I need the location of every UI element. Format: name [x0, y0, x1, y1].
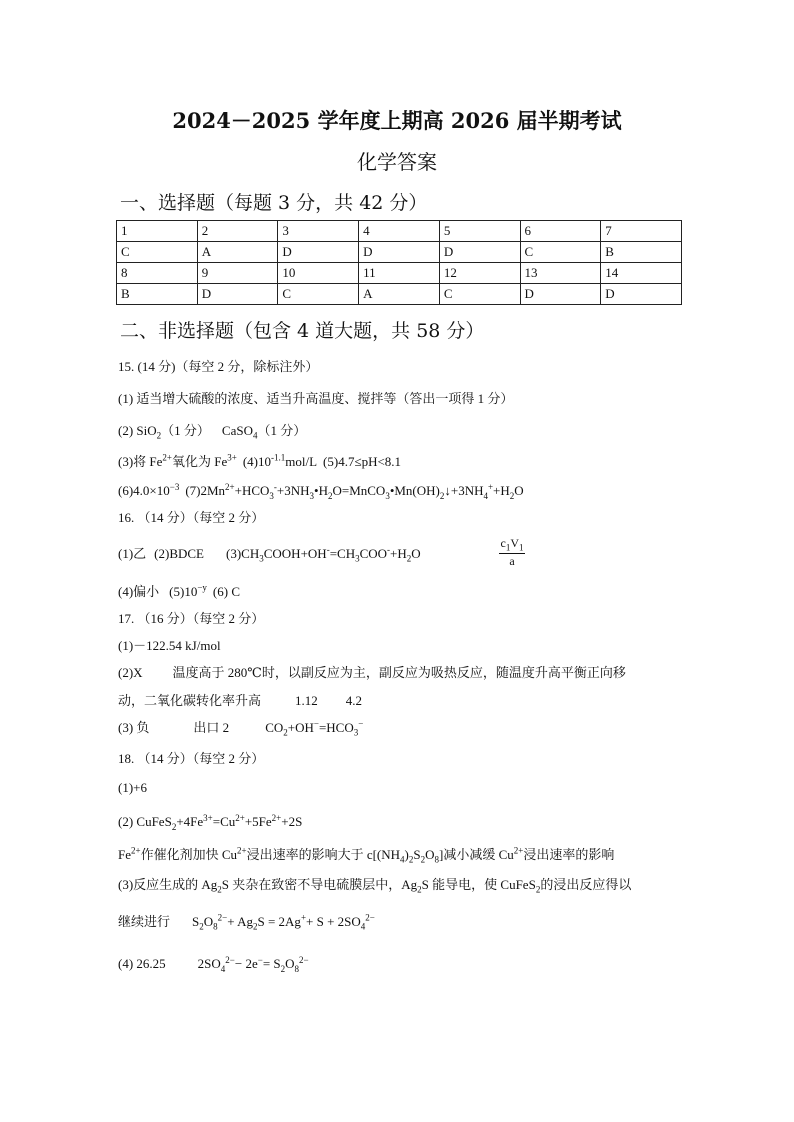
- text: (4) 26.25: [118, 956, 166, 972]
- page-subtitle: 化学答案: [357, 150, 437, 174]
- text: (4)10: [242, 454, 272, 469]
- sub: 2: [156, 430, 162, 441]
- text: S = 2Ag: [257, 914, 301, 929]
- sup: -: [326, 544, 330, 555]
- q17-answer-2-cont: [118, 690, 362, 709]
- answer-table: [116, 220, 682, 305]
- sub: 2: [199, 921, 204, 932]
- text: S: [192, 914, 200, 929]
- question-number-cell: 10: [278, 263, 359, 284]
- text: •Mn(OH): [389, 483, 440, 499]
- text: +4Fe: [176, 814, 204, 830]
- text: 作催化剂加快 Cu: [140, 847, 237, 862]
- question-number-cell: 8: [117, 263, 198, 284]
- q15-header: 15. (14 分)（每空 2 分，除标注外）: [118, 359, 319, 374]
- text: (5)4.7≤pH<8.1: [323, 454, 402, 469]
- sub: 2: [406, 553, 412, 564]
- question-number-cell: 2: [197, 221, 278, 242]
- sub: 2: [283, 727, 288, 738]
- text: ↓+3NH: [444, 483, 484, 499]
- sub: 2: [327, 490, 333, 501]
- answer-cell: B: [601, 242, 682, 263]
- sub: 3: [309, 490, 315, 501]
- sub: 4: [400, 854, 405, 865]
- text: +HCO: [234, 483, 270, 499]
- answer-cell: B: [117, 284, 198, 305]
- text: (4)偏小: [118, 584, 160, 599]
- question-number-cell: 9: [197, 263, 278, 284]
- text: +OH: [287, 720, 314, 735]
- q18-answer-3: [118, 874, 631, 895]
- text: +5Fe: [244, 814, 272, 830]
- text: +2S: [281, 814, 303, 830]
- sub: 1: [519, 542, 524, 553]
- text: =CH: [329, 546, 356, 561]
- text: （1 分）: [257, 423, 307, 438]
- answer-cell: C: [117, 242, 198, 263]
- text: (6)4.0×10: [118, 483, 170, 499]
- text: = S: [262, 956, 281, 972]
- sub: 1: [505, 542, 511, 553]
- text: (3) 负: [118, 720, 150, 735]
- sup: 2+: [235, 813, 245, 823]
- text: (1)乙: [118, 546, 147, 561]
- answer-cell: C: [520, 242, 601, 263]
- sub: 2: [417, 884, 422, 895]
- text: 氧化为 Fe: [172, 454, 228, 469]
- text: COOH+OH: [263, 546, 327, 561]
- text: COO: [359, 546, 388, 561]
- q18-answer-1: (1)+6: [118, 780, 147, 795]
- text: (3)将 Fe: [118, 454, 163, 469]
- text: (7)2Mn: [185, 483, 226, 499]
- question-number-row: [117, 263, 682, 284]
- sup: −: [313, 718, 319, 729]
- text: O: [203, 914, 214, 929]
- text: +H: [390, 546, 407, 561]
- answer-cell: D: [439, 242, 520, 263]
- text: (2) CuFeS: [118, 814, 172, 830]
- text: c: [500, 536, 506, 550]
- text: (2)X: [118, 665, 143, 680]
- q17-answer-2: [118, 662, 626, 681]
- text: (6) C: [212, 584, 241, 599]
- sup: +: [487, 482, 494, 492]
- text: CaSO: [221, 423, 253, 438]
- sub: 2: [217, 884, 222, 895]
- sup: −y: [197, 582, 207, 593]
- text: （1 分）: [161, 423, 210, 438]
- text: (3)CH: [226, 546, 260, 561]
- text: 浸出速率的影响大于 c[(NH: [246, 847, 401, 862]
- section-2-heading: 二、非选择题（包含 4 道大题，共 58 分）: [120, 320, 485, 342]
- answer-cell: D: [278, 242, 359, 263]
- sub: 2: [408, 854, 414, 865]
- sup: −: [257, 955, 263, 965]
- sup: 2+: [237, 845, 247, 856]
- sup: +: [300, 912, 307, 923]
- question-number-cell: 11: [359, 263, 440, 284]
- answer-cell: D: [520, 284, 601, 305]
- q18-answer-3-equation: [118, 911, 375, 932]
- question-number-cell: 14: [601, 263, 682, 284]
- sup: 2−: [217, 912, 228, 923]
- text: O: [411, 546, 421, 561]
- sub: 2: [439, 490, 445, 501]
- sup: 2+: [271, 813, 282, 823]
- sup: -1.1: [271, 452, 286, 463]
- text: V: [510, 536, 519, 550]
- sup: 2+: [513, 845, 524, 856]
- sub: 3: [259, 553, 264, 564]
- q15-answer-2: [118, 420, 306, 441]
- answer-row: [117, 284, 682, 305]
- sup: 2+: [162, 452, 172, 463]
- text: (3)反应生成的 Ag: [118, 877, 218, 892]
- question-number-row: [117, 221, 682, 242]
- text: O: [425, 847, 435, 862]
- question-number-cell: 3: [278, 221, 359, 242]
- sub: 2: [509, 490, 515, 501]
- sup: 2+: [225, 482, 235, 492]
- sub: 3: [355, 553, 360, 564]
- text: S 能导电，使 CuFeS: [421, 877, 536, 892]
- sub: 8: [294, 963, 300, 974]
- q15-answer-1: (1) 适当增大硫酸的浓度、适当升高温度、搅拌等（答出一项得 1 分）: [118, 391, 514, 406]
- text: 浸出速率的影响: [523, 847, 615, 862]
- text: − 2e: [234, 956, 258, 972]
- q15-answer-3-5: [118, 451, 401, 470]
- q16-header: 16. （14 分）（每空 2 分）: [118, 510, 265, 525]
- question-number-cell: 4: [359, 221, 440, 242]
- text: S: [413, 847, 421, 862]
- text: mol/L: [285, 454, 318, 469]
- answer-cell: A: [197, 242, 278, 263]
- q15-answer-6-7: [118, 482, 524, 501]
- fraction-denominator: a: [509, 554, 515, 569]
- sub: 8: [434, 854, 440, 865]
- answer-cell: D: [197, 284, 278, 305]
- text: CO: [265, 720, 284, 735]
- sub: 3: [385, 490, 390, 501]
- sub: 4: [360, 921, 366, 932]
- question-number-cell: 7: [601, 221, 682, 242]
- sup: -: [387, 544, 391, 555]
- text: =HCO: [318, 720, 354, 735]
- q18-answer-2-explanation: [118, 844, 614, 865]
- answer-cell: C: [278, 284, 359, 305]
- q17-answer-3: [118, 717, 363, 738]
- answer-row: [117, 242, 682, 263]
- text: (5)10: [169, 584, 198, 599]
- text: 1.12: [295, 693, 318, 708]
- sub: 3: [269, 490, 274, 501]
- text: (2)BDCE: [154, 546, 205, 561]
- sub: 4: [483, 490, 488, 501]
- text: + Ag: [227, 914, 253, 929]
- question-number-cell: 1: [117, 221, 198, 242]
- q16-fraction: [499, 536, 525, 569]
- answer-cell: C: [439, 284, 520, 305]
- text: O: [514, 483, 524, 499]
- fraction-numerator: [499, 536, 525, 554]
- text: 的浸出反应得以: [540, 877, 632, 892]
- q18-answer-2: [118, 813, 302, 832]
- sup: −: [358, 718, 364, 729]
- question-number-cell: 12: [439, 263, 520, 284]
- text: +3NH: [276, 483, 310, 499]
- text: + S + 2SO: [306, 914, 361, 929]
- text: 4.2: [345, 693, 363, 708]
- text: =Cu: [212, 814, 236, 830]
- sub: 2: [280, 963, 286, 974]
- q17-header: 17. （16 分）（每空 2 分）: [118, 611, 265, 626]
- sub: 2: [535, 884, 541, 895]
- q16-answer-4-6: [118, 581, 240, 600]
- question-number-cell: 5: [439, 221, 520, 242]
- sup: 3+: [203, 813, 213, 823]
- text: 温度高于 280℃时，以副反应为主，副反应为吸热反应，随温度升高平衡正向移: [172, 665, 626, 680]
- sub: 2: [252, 921, 258, 932]
- question-number-cell: 13: [520, 263, 601, 284]
- text: Fe: [118, 847, 131, 862]
- sup: −3: [169, 482, 180, 492]
- sup: 2−: [225, 955, 235, 965]
- sub: 4: [252, 430, 258, 441]
- text: S 夹杂在致密不导电硫膜层中，Ag: [221, 877, 418, 892]
- sup: -: [273, 482, 277, 492]
- sub: 4: [220, 963, 226, 974]
- answer-cell: A: [359, 284, 440, 305]
- question-number-cell: 6: [520, 221, 601, 242]
- sup: 2−: [365, 912, 375, 923]
- q18-header: 18. （14 分）（每空 2 分）: [118, 751, 265, 766]
- page-title: 2024－2025 学年度上期高 2026 届半期考试: [172, 108, 622, 133]
- text: 动，二氧化碳转化率升高: [118, 693, 262, 708]
- q17-answer-1: (1)－122.54 kJ/mol: [118, 638, 221, 653]
- sub: 8: [213, 921, 218, 932]
- text: O=MnCO: [332, 483, 386, 499]
- text: •H: [314, 483, 328, 499]
- q18-answer-4: [118, 955, 309, 974]
- sup: 2+: [131, 845, 141, 856]
- text: ]减小减缓 Cu: [439, 847, 514, 862]
- text: ): [404, 847, 409, 862]
- answer-cell: D: [359, 242, 440, 263]
- text: 2SO: [197, 956, 221, 972]
- sub: 2: [171, 821, 177, 832]
- text: O: [285, 956, 295, 972]
- q16-answer-1-3: [118, 543, 421, 564]
- answer-cell: D: [601, 284, 682, 305]
- text: 继续进行: [118, 914, 171, 929]
- sub: 3: [353, 727, 359, 738]
- text: 出口 2: [193, 720, 230, 735]
- sup: 3+: [227, 452, 237, 463]
- text: +H: [493, 483, 510, 499]
- sup: 2−: [299, 955, 309, 965]
- section-1-heading: 一、选择题（每题 3 分，共 42 分）: [120, 192, 428, 214]
- sub: 2: [420, 854, 426, 865]
- text: (2) SiO: [118, 423, 157, 438]
